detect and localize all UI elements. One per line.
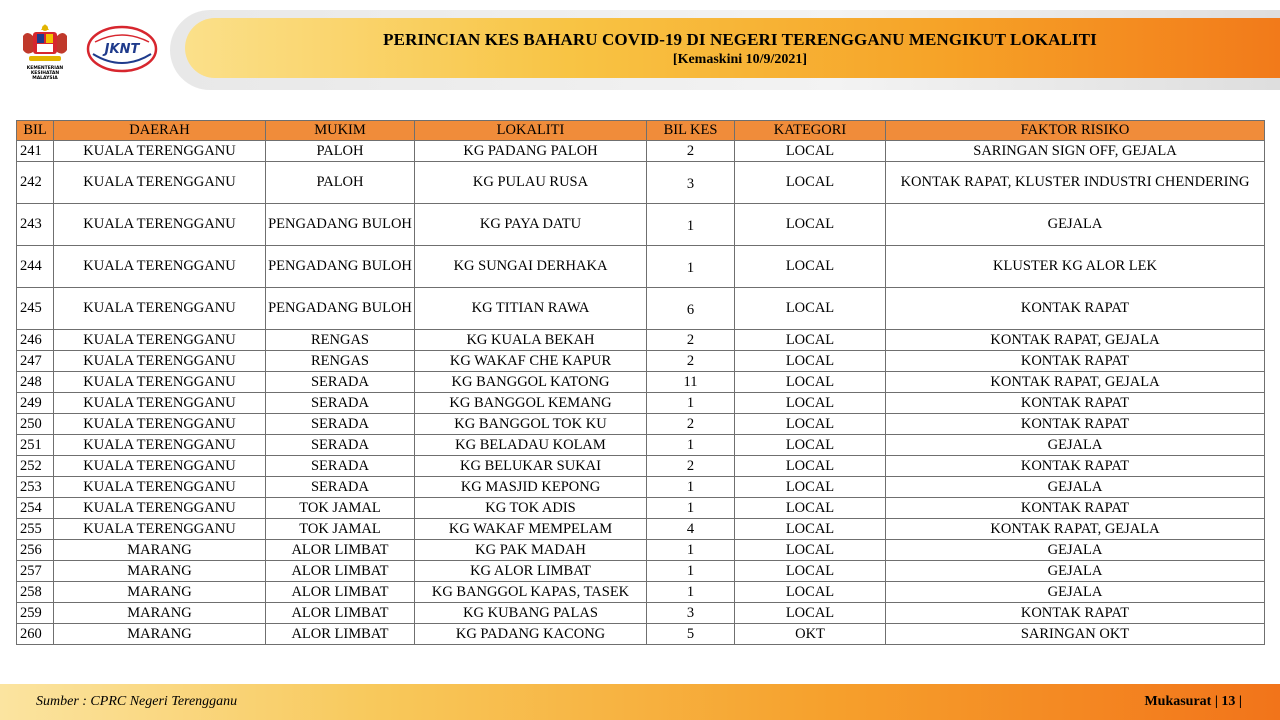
table-row	[17, 456, 1265, 477]
cell-mukim: PALOH	[266, 141, 415, 162]
cell-faktor-risiko: KONTAK RAPAT	[886, 351, 1265, 372]
table-row	[17, 435, 1265, 456]
cell-lokaliti: KG PAK MADAH	[415, 540, 647, 561]
cell-bil: 245	[17, 288, 54, 330]
cell-faktor-risiko: KONTAK RAPAT, KLUSTER INDUSTRI CHENDERING	[886, 162, 1265, 204]
cell-bil-kes: 2	[647, 351, 735, 372]
cell-mukim: RENGAS	[266, 330, 415, 351]
cell-daerah: KUALA TERENGGANU	[54, 330, 266, 351]
cell-mukim: ALOR LIMBAT	[266, 624, 415, 645]
cell-lokaliti: KG BANGGOL KAPAS, TASEK	[415, 582, 647, 603]
cell-bil: 257	[17, 561, 54, 582]
table-row	[17, 330, 1265, 351]
cell-bil-kes: 2	[647, 414, 735, 435]
table-row	[17, 498, 1265, 519]
cell-lokaliti: KG ALOR LIMBAT	[415, 561, 647, 582]
cell-lokaliti: KG SUNGAI DERHAKA	[415, 246, 647, 288]
cell-kategori: LOCAL	[735, 288, 886, 330]
cell-lokaliti: KG PAYA DATU	[415, 204, 647, 246]
cell-kategori: LOCAL	[735, 498, 886, 519]
cell-kategori: LOCAL	[735, 540, 886, 561]
table-row	[17, 351, 1265, 372]
table-header-row	[17, 121, 1265, 141]
cell-kategori: LOCAL	[735, 519, 886, 540]
cell-lokaliti: KG BELUKAR SUKAI	[415, 456, 647, 477]
cell-bil-kes: 2	[647, 141, 735, 162]
cell-daerah: KUALA TERENGGANU	[54, 246, 266, 288]
cell-mukim: TOK JAMAL	[266, 519, 415, 540]
cell-bil-kes: 1	[647, 540, 735, 561]
kkm-logo	[12, 22, 78, 88]
cell-kategori: LOCAL	[735, 246, 886, 288]
cell-bil-kes: 3	[647, 162, 735, 204]
cell-lokaliti: KG PADANG PALOH	[415, 141, 647, 162]
cell-kategori: LOCAL	[735, 204, 886, 246]
cell-daerah: MARANG	[54, 561, 266, 582]
cell-bil-kes: 1	[647, 561, 735, 582]
cell-lokaliti: KG KUBANG PALAS	[415, 603, 647, 624]
cell-daerah: KUALA TERENGGANU	[54, 204, 266, 246]
cell-bil: 256	[17, 540, 54, 561]
page-number: Mukasurat | 13 |	[1144, 694, 1242, 709]
cell-mukim: PENGADANG BULOH	[266, 204, 415, 246]
cases-table	[16, 120, 1265, 645]
cell-bil: 251	[17, 435, 54, 456]
cell-lokaliti: KG MASJID KEPONG	[415, 477, 647, 498]
cell-mukim: ALOR LIMBAT	[266, 561, 415, 582]
cell-daerah: KUALA TERENGGANU	[54, 141, 266, 162]
table-row	[17, 372, 1265, 393]
jknt-logo	[85, 24, 159, 74]
cell-faktor-risiko: KONTAK RAPAT, GEJALA	[886, 330, 1265, 351]
table-row	[17, 540, 1265, 561]
cell-mukim: ALOR LIMBAT	[266, 582, 415, 603]
cell-faktor-risiko: KONTAK RAPAT, GEJALA	[886, 372, 1265, 393]
cell-lokaliti: KG WAKAF MEMPELAM	[415, 519, 647, 540]
cell-bil: 248	[17, 372, 54, 393]
col-header-bil: BIL	[17, 121, 54, 141]
cell-faktor-risiko: KLUSTER KG ALOR LEK	[886, 246, 1265, 288]
cell-lokaliti: KG BANGGOL KATONG	[415, 372, 647, 393]
cell-faktor-risiko: GEJALA	[886, 204, 1265, 246]
source-note: Sumber : CPRC Negeri Terengganu	[36, 694, 238, 709]
cell-daerah: MARANG	[54, 603, 266, 624]
cell-bil-kes: 1	[647, 435, 735, 456]
cell-bil-kes: 1	[647, 246, 735, 288]
cell-bil: 246	[17, 330, 54, 351]
cell-lokaliti: KG BELADAU KOLAM	[415, 435, 647, 456]
cell-kategori: OKT	[735, 624, 886, 645]
cell-faktor-risiko: SARINGAN OKT	[886, 624, 1265, 645]
cell-bil: 254	[17, 498, 54, 519]
cell-bil: 244	[17, 246, 54, 288]
kkm-logo-caption-1: KEMENTERIAN KESIHATAN	[26, 66, 64, 76]
cell-daerah: KUALA TERENGGANU	[54, 519, 266, 540]
cell-bil: 258	[17, 582, 54, 603]
cell-bil: 253	[17, 477, 54, 498]
cell-kategori: LOCAL	[735, 456, 886, 477]
cell-daerah: KUALA TERENGGANU	[54, 372, 266, 393]
cell-bil-kes: 1	[647, 393, 735, 414]
cell-mukim: PENGADANG BULOH	[266, 288, 415, 330]
table-row	[17, 141, 1265, 162]
cell-bil-kes: 1	[647, 204, 735, 246]
footer-band	[0, 684, 1280, 720]
col-header-faktor-risiko: FAKTOR RISIKO	[886, 121, 1265, 141]
cell-kategori: LOCAL	[735, 414, 886, 435]
col-header-bil-kes: BIL KES	[647, 121, 735, 141]
cell-daerah: KUALA TERENGGANU	[54, 498, 266, 519]
table-row	[17, 204, 1265, 246]
cell-bil: 259	[17, 603, 54, 624]
page-title: PERINCIAN KES BAHARU COVID-19 DI NEGERI TERENGGANU MENGIKUT LOKALITI	[383, 30, 1097, 49]
cell-faktor-risiko: KONTAK RAPAT	[886, 393, 1265, 414]
cell-faktor-risiko: KONTAK RAPAT	[886, 498, 1265, 519]
cell-lokaliti: KG BANGGOL TOK KU	[415, 414, 647, 435]
cell-faktor-risiko: KONTAK RAPAT	[886, 456, 1265, 477]
cell-kategori: LOCAL	[735, 393, 886, 414]
malaysia-crest-icon	[19, 22, 71, 66]
cell-mukim: SERADA	[266, 435, 415, 456]
cell-kategori: LOCAL	[735, 435, 886, 456]
cell-faktor-risiko: GEJALA	[886, 540, 1265, 561]
table-row	[17, 393, 1265, 414]
cell-lokaliti: KG BANGGOL KEMANG	[415, 393, 647, 414]
col-header-mukim: MUKIM	[266, 121, 415, 141]
table-row	[17, 582, 1265, 603]
cell-kategori: LOCAL	[735, 162, 886, 204]
cell-daerah: MARANG	[54, 540, 266, 561]
table-row	[17, 414, 1265, 435]
cell-lokaliti: KG TITIAN RAWA	[415, 288, 647, 330]
table-row	[17, 519, 1265, 540]
cell-daerah: KUALA TERENGGANU	[54, 351, 266, 372]
cell-kategori: LOCAL	[735, 582, 886, 603]
cell-faktor-risiko: GEJALA	[886, 582, 1265, 603]
cell-daerah: KUALA TERENGGANU	[54, 456, 266, 477]
table-row	[17, 603, 1265, 624]
cell-bil: 242	[17, 162, 54, 204]
cell-daerah: MARANG	[54, 582, 266, 603]
cell-mukim: ALOR LIMBAT	[266, 603, 415, 624]
cell-daerah: KUALA TERENGGANU	[54, 477, 266, 498]
jknt-logo-icon	[85, 24, 159, 74]
cell-mukim: SERADA	[266, 393, 415, 414]
table-row	[17, 246, 1265, 288]
table-row	[17, 162, 1265, 204]
kkm-logo-caption-2: MALAYSIA	[32, 76, 58, 81]
cell-bil: 249	[17, 393, 54, 414]
cell-bil: 241	[17, 141, 54, 162]
cell-mukim: PENGADANG BULOH	[266, 246, 415, 288]
cell-daerah: MARANG	[54, 624, 266, 645]
cell-faktor-risiko: KONTAK RAPAT	[886, 603, 1265, 624]
cell-mukim: SERADA	[266, 414, 415, 435]
table-row	[17, 288, 1265, 330]
cell-bil-kes: 1	[647, 498, 735, 519]
cell-lokaliti: KG PADANG KACONG	[415, 624, 647, 645]
header-titles	[200, 30, 1280, 68]
cell-kategori: LOCAL	[735, 603, 886, 624]
cell-bil: 252	[17, 456, 54, 477]
cell-faktor-risiko: GEJALA	[886, 477, 1265, 498]
cell-kategori: LOCAL	[735, 372, 886, 393]
cell-faktor-risiko: KONTAK RAPAT, GEJALA	[886, 519, 1265, 540]
cell-bil: 255	[17, 519, 54, 540]
cell-bil: 243	[17, 204, 54, 246]
cell-lokaliti: KG PULAU RUSA	[415, 162, 647, 204]
cell-bil-kes: 1	[647, 477, 735, 498]
cell-bil-kes: 5	[647, 624, 735, 645]
cell-mukim: SERADA	[266, 372, 415, 393]
table-row	[17, 624, 1265, 645]
cell-faktor-risiko: SARINGAN SIGN OFF, GEJALA	[886, 141, 1265, 162]
cell-bil-kes: 2	[647, 456, 735, 477]
cell-lokaliti: KG KUALA BEKAH	[415, 330, 647, 351]
cell-faktor-risiko: KONTAK RAPAT	[886, 288, 1265, 330]
col-header-kategori: KATEGORI	[735, 121, 886, 141]
cell-bil-kes: 4	[647, 519, 735, 540]
cell-bil: 260	[17, 624, 54, 645]
cell-mukim: SERADA	[266, 456, 415, 477]
cell-faktor-risiko: GEJALA	[886, 435, 1265, 456]
cell-kategori: LOCAL	[735, 141, 886, 162]
jknt-logo-text: JKNT	[104, 42, 140, 57]
cell-bil-kes: 3	[647, 603, 735, 624]
page-subtitle: [Kemaskini 10/9/2021]	[672, 52, 808, 67]
cell-bil-kes: 2	[647, 330, 735, 351]
table-row	[17, 561, 1265, 582]
cell-kategori: LOCAL	[735, 561, 886, 582]
cell-kategori: LOCAL	[735, 330, 886, 351]
cell-lokaliti: KG WAKAF CHE KAPUR	[415, 351, 647, 372]
cell-bil-kes: 11	[647, 372, 735, 393]
cell-bil: 250	[17, 414, 54, 435]
cell-daerah: KUALA TERENGGANU	[54, 162, 266, 204]
cell-bil-kes: 1	[647, 582, 735, 603]
cell-bil: 247	[17, 351, 54, 372]
cell-kategori: LOCAL	[735, 477, 886, 498]
cell-mukim: ALOR LIMBAT	[266, 540, 415, 561]
cell-mukim: SERADA	[266, 477, 415, 498]
cell-daerah: KUALA TERENGGANU	[54, 435, 266, 456]
cell-bil-kes: 6	[647, 288, 735, 330]
cell-mukim: PALOH	[266, 162, 415, 204]
cell-faktor-risiko: GEJALA	[886, 561, 1265, 582]
cell-lokaliti: KG TOK ADIS	[415, 498, 647, 519]
col-header-daerah: DAERAH	[54, 121, 266, 141]
cell-faktor-risiko: KONTAK RAPAT	[886, 414, 1265, 435]
cell-daerah: KUALA TERENGGANU	[54, 414, 266, 435]
cell-daerah: KUALA TERENGGANU	[54, 393, 266, 414]
cell-daerah: KUALA TERENGGANU	[54, 288, 266, 330]
cell-kategori: LOCAL	[735, 351, 886, 372]
table-row	[17, 477, 1265, 498]
cell-mukim: TOK JAMAL	[266, 498, 415, 519]
cell-mukim: RENGAS	[266, 351, 415, 372]
col-header-lokaliti: LOKALITI	[415, 121, 647, 141]
